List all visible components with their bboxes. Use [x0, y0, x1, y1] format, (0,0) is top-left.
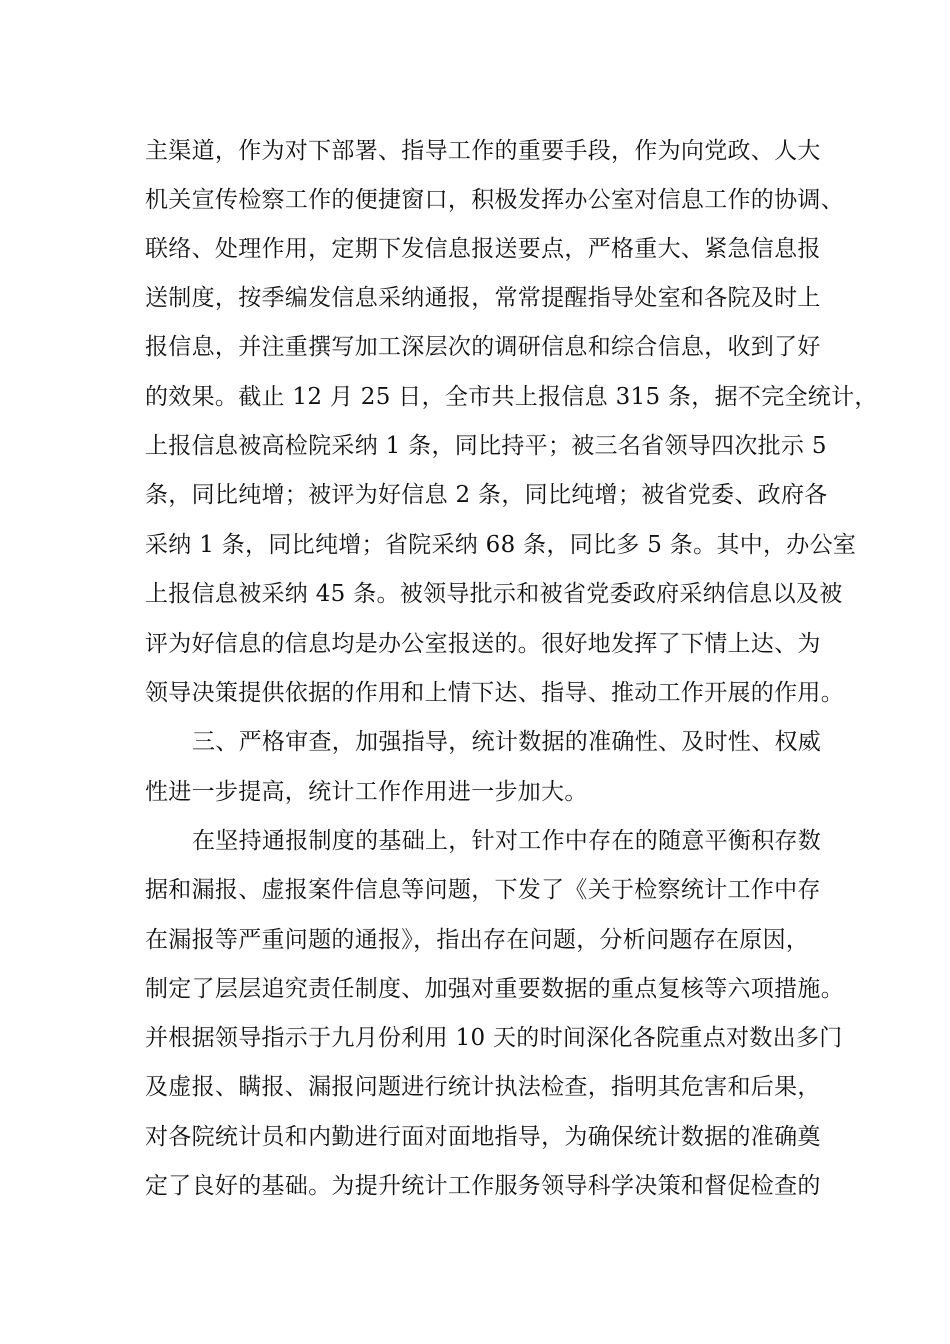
paragraph-start: 在坚持通报制度的基础上，针对工作中存在的随意平衡积存数	[192, 828, 822, 854]
text-line: 主渠道，作为对下部署、指导工作的重要手段，作为向党政、人大	[145, 138, 821, 164]
text-line: 在漏报等严重问题的通报》，指出存在问题，分析问题存在原因，	[145, 927, 810, 953]
text-line: 领导决策提供依据的作用和上情下达、指导、推动工作开展的作用。	[145, 680, 844, 706]
text-line: 对各院统计员和内勤进行面对面地指导，为确保统计数据的准确奠	[145, 1124, 821, 1150]
section-heading: 三、严格审查，加强指导，统计数据的准确性、及时性、权威	[192, 729, 822, 755]
section-heading-continued: 性进一步提高，统计工作作用进一步加大。	[145, 779, 588, 805]
text-line: 报信息，并注重撰写加工深层次的调研信息和综合信息，收到了好	[145, 334, 821, 360]
text-line: 并根据领导指示于九月份利用 10 天的时间深化各院重点对数出多门	[145, 1025, 843, 1051]
text-line: 定了良好的基础。为提升统计工作服务领导科学决策和督促检查的	[145, 1173, 821, 1199]
text-line: 条，同比纯增；被评为好信息 2 条，同比纯增；被省党委、政府各	[145, 482, 828, 508]
text-line: 联络、处理作用，定期下发信息报送要点，严格重大、紧急信息报	[145, 236, 821, 262]
text-line: 及虚报、瞒报、漏报问题进行统计执法检查，指明其危害和后果，	[145, 1074, 821, 1100]
text-line: 评为好信息的信息均是办公室报送的。很好地发挥了下情上达、为	[145, 631, 821, 657]
text-line: 上报信息被采纳 45 条。被领导批示和被省党委政府采纳信息以及被	[145, 581, 843, 607]
text-line: 的效果。截止 12 月 25 日，全市共上报信息 315 条，据不完全统计，	[145, 384, 878, 410]
text-line: 采纳 1 条，同比纯增；省院采纳 68 条，同比多 5 条。其中，办公室	[145, 532, 857, 558]
text-line: 制定了层层追究责任制度、加强对重要数据的重点复核等六项措施。	[145, 976, 844, 1002]
text-line: 机关宣传检察工作的便捷窗口，积极发挥办公室对信息工作的协调、	[145, 187, 844, 213]
text-line: 送制度，按季编发信息采纳通报，常常提醒指导处室和各院及时上	[145, 285, 821, 311]
text-line: 据和漏报、虚报案件信息等问题，下发了《关于检察统计工作中存	[145, 877, 821, 903]
text-line: 上报信息被高检院采纳 1 条，同比持平；被三名省领导四次批示 5	[145, 433, 827, 459]
